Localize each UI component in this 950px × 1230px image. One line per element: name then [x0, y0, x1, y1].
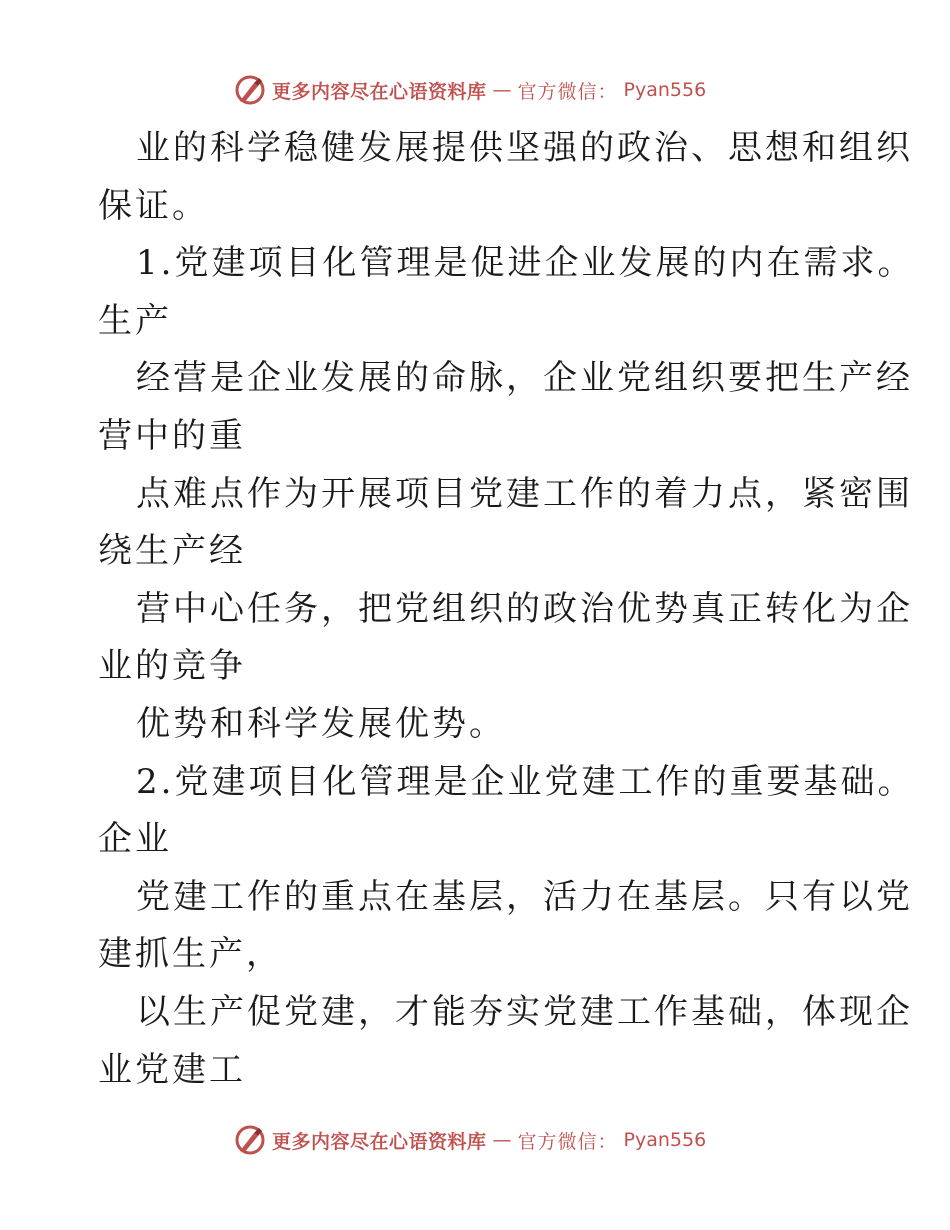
pen-logo-icon	[234, 74, 266, 106]
body-line: 业的竞争	[98, 646, 246, 687]
body-line: 企业	[98, 819, 172, 860]
body-line: 保证。	[98, 185, 209, 226]
body-line: 点难点作为开展项目党建工作的着力点，紧密围	[136, 473, 913, 514]
body-line: 经营是企业发展的命脉，企业党组织要把生产经	[136, 358, 913, 399]
body-line: 2.党建项目化管理是企业党建工作的重要基础。	[136, 761, 915, 802]
pen-logo-icon	[234, 1124, 266, 1156]
body-line: 绕生产经	[98, 531, 246, 572]
body-line: 营中的重	[98, 415, 246, 456]
watermark-separator: —	[492, 79, 512, 101]
watermark-wechat-id: Pyan556	[623, 1129, 707, 1151]
body-line: 党建工作的重点在基层，活力在基层。只有以党	[136, 876, 913, 917]
body-line: 营中心任务，把党组织的政治优势真正转化为企	[136, 588, 913, 629]
header-watermark	[234, 74, 706, 106]
document-body	[98, 120, 915, 1099]
body-line: 以生产促党建，才能夯实党建工作基础，体现企	[136, 991, 913, 1032]
watermark-separator: —	[492, 1129, 512, 1151]
body-line: 1.党建项目化管理是促进企业发展的内在需求。	[136, 243, 915, 284]
body-line: 业的科学稳健发展提供坚强的政治、思想和组织	[136, 128, 913, 168]
watermark-wechat-label: 官方微信：	[517, 80, 618, 103]
body-line: 业党建工	[98, 1049, 246, 1090]
watermark-text: 更多内容尽在心语资料库	[272, 1130, 487, 1153]
watermark-text: 更多内容尽在心语资料库	[272, 80, 487, 103]
watermark-wechat-id: Pyan556	[623, 79, 707, 101]
watermark-wechat-label: 官方微信：	[517, 1130, 618, 1153]
footer-watermark	[234, 1124, 706, 1156]
body-line: 优势和科学发展优势。	[136, 703, 506, 744]
body-line: 生产	[98, 300, 172, 341]
body-line: 建抓生产，	[98, 934, 283, 975]
